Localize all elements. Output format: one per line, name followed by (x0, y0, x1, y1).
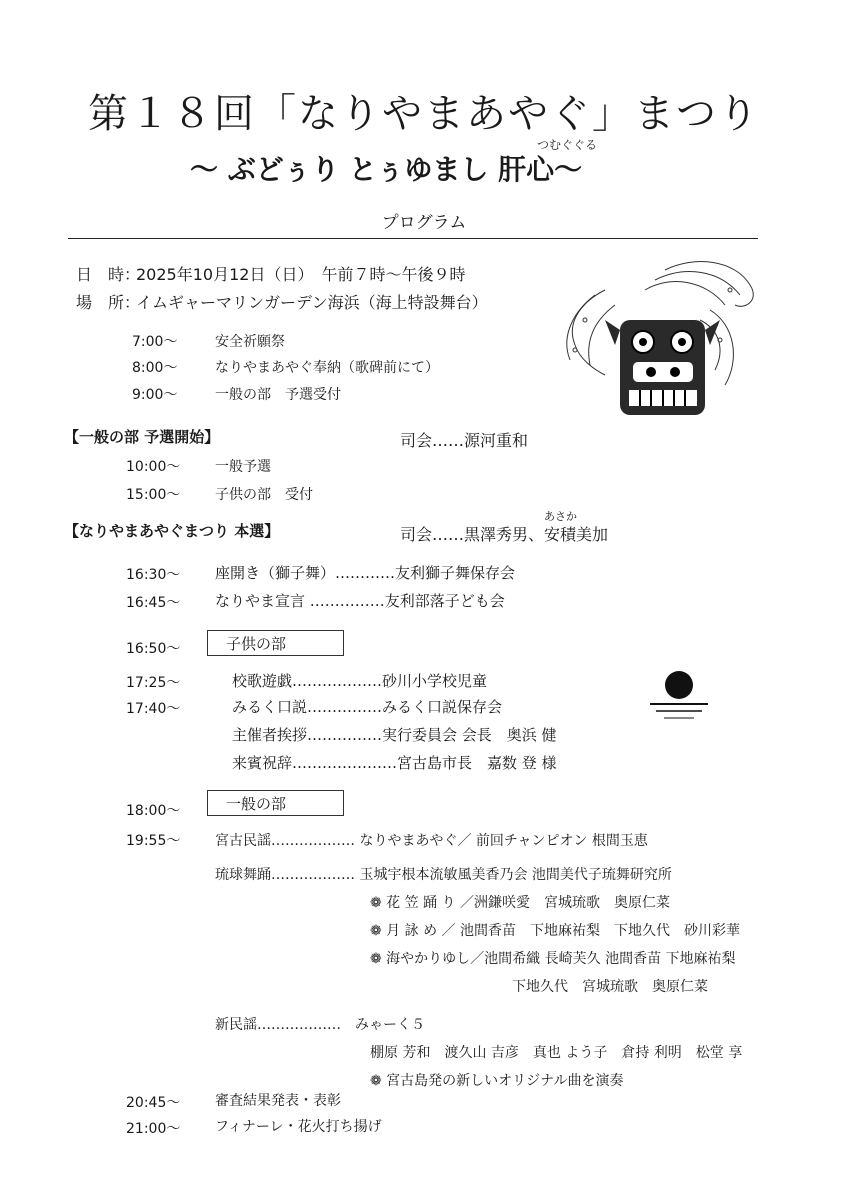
performance-line: ❁ 宮古島発の新しいオリジナル曲を演奏 (370, 1073, 624, 1089)
time-label: 10:00〜 (126, 459, 181, 475)
mc-main: 司会……黒澤秀男、安積美加 (400, 525, 609, 544)
time-label: 16:45〜 (126, 595, 181, 611)
time-label: 8:00〜 (132, 360, 178, 376)
time-label: 16:30〜 (126, 567, 181, 583)
performance-line: 琉球舞踊……………… 玉城宇根本流敏風美香乃会 池間美代子琉舞研究所 (215, 867, 672, 883)
heading-divider (68, 238, 758, 239)
time-label: 9:00〜 (132, 387, 178, 403)
time-label: 20:45〜 (126, 1095, 181, 1111)
time-label: 15:00〜 (126, 487, 181, 503)
event-label: 子供の部 受付 (215, 487, 313, 503)
section-heading-main: 【なりやまあやぐまつり 本選】 (64, 522, 280, 540)
mc-prelim: 司会……源河重和 (400, 431, 529, 450)
time-label: 17:40〜 (126, 701, 181, 717)
time-label: 21:00〜 (126, 1121, 181, 1137)
event-label: みるく口説……………みるく口説保存会 (232, 698, 503, 716)
time-label: 18:00〜 (126, 803, 181, 819)
time-label: 7:00〜 (132, 334, 178, 350)
time-label: 19:55〜 (126, 833, 181, 849)
event-label: 一般の部 予選受付 (215, 387, 341, 403)
event-label: 一般予選 (215, 459, 271, 475)
event-label: 校歌遊戯………………砂川小学校児童 (232, 672, 488, 690)
section-heading-prelim: 【一般の部 予選開始】 (64, 428, 220, 446)
place-value: イムギャーマリンガーデン海浜（海上特設舞台） (136, 293, 488, 312)
shisa-mask-illustration (545, 250, 765, 430)
subtitle-ruby: つむぐぐる (537, 138, 598, 152)
date-label: 日 時： (76, 265, 141, 284)
event-label: 主催者挨拶……………実行委員会 会長 奥浜 健 (232, 726, 557, 744)
performance-line: ❁ 海やかりゆし／池間希織 長崎芙久 池間香苗 下地麻祐梨 (370, 951, 736, 967)
time-label: 17:25〜 (126, 675, 181, 691)
section-box-kids: 子供の部 (207, 630, 344, 656)
page-subtitle: 〜 ぶどぅり とぅゆまし 肝心〜 (190, 153, 583, 186)
performance-line: 棚原 芳和 渡久山 吉彦 真也 よう子 倉持 利明 松堂 享 (370, 1045, 743, 1061)
section-box-general: 一般の部 (207, 790, 344, 816)
time-label: 16:50〜 (126, 641, 181, 657)
event-label: なりやま宣言 ……………友利部落子ども会 (215, 592, 505, 610)
event-label: 安全祈願祭 (215, 334, 285, 350)
performance-line: 新民謡……………… みゃーく５ (215, 1017, 425, 1033)
date-value: 2025年10月12日（日） 午前７時〜午後９時 (136, 265, 466, 284)
performance-line: 宮古民謡……………… なりやまあやぐ／ 前回チャンピオン 根間玉恵 (215, 833, 648, 849)
event-label: 審査結果発表・表彰 (215, 1093, 341, 1109)
sunset-icon (648, 668, 710, 724)
page-title: 第１８回「なりやまあやぐ」まつり (88, 91, 760, 137)
program-heading: プログラム (381, 213, 467, 233)
performance-line: 下地久代 宮城琉歌 奥原仁菜 (512, 979, 708, 995)
event-label: 来賓祝辞…………………宮古島市長 嘉数 登 様 (232, 754, 557, 772)
event-label: なりやまあやぐ奉納（歌碑前にて） (215, 360, 439, 376)
event-label: フィナーレ・花火打ち揚げ (215, 1119, 382, 1135)
performance-line: ❁ 花 笠 踊 り ／洲鎌咲愛 宮城琉歌 奥原仁菜 (370, 895, 670, 911)
mc-ruby: あさか (544, 510, 577, 523)
place-label: 場 所： (76, 293, 141, 312)
event-label: 座開き（獅子舞）…………友利獅子舞保存会 (215, 564, 516, 582)
performance-line: ❁ 月 詠 め ／ 池間香苗 下地麻祐梨 下地久代 砂川彩華 (370, 923, 740, 939)
